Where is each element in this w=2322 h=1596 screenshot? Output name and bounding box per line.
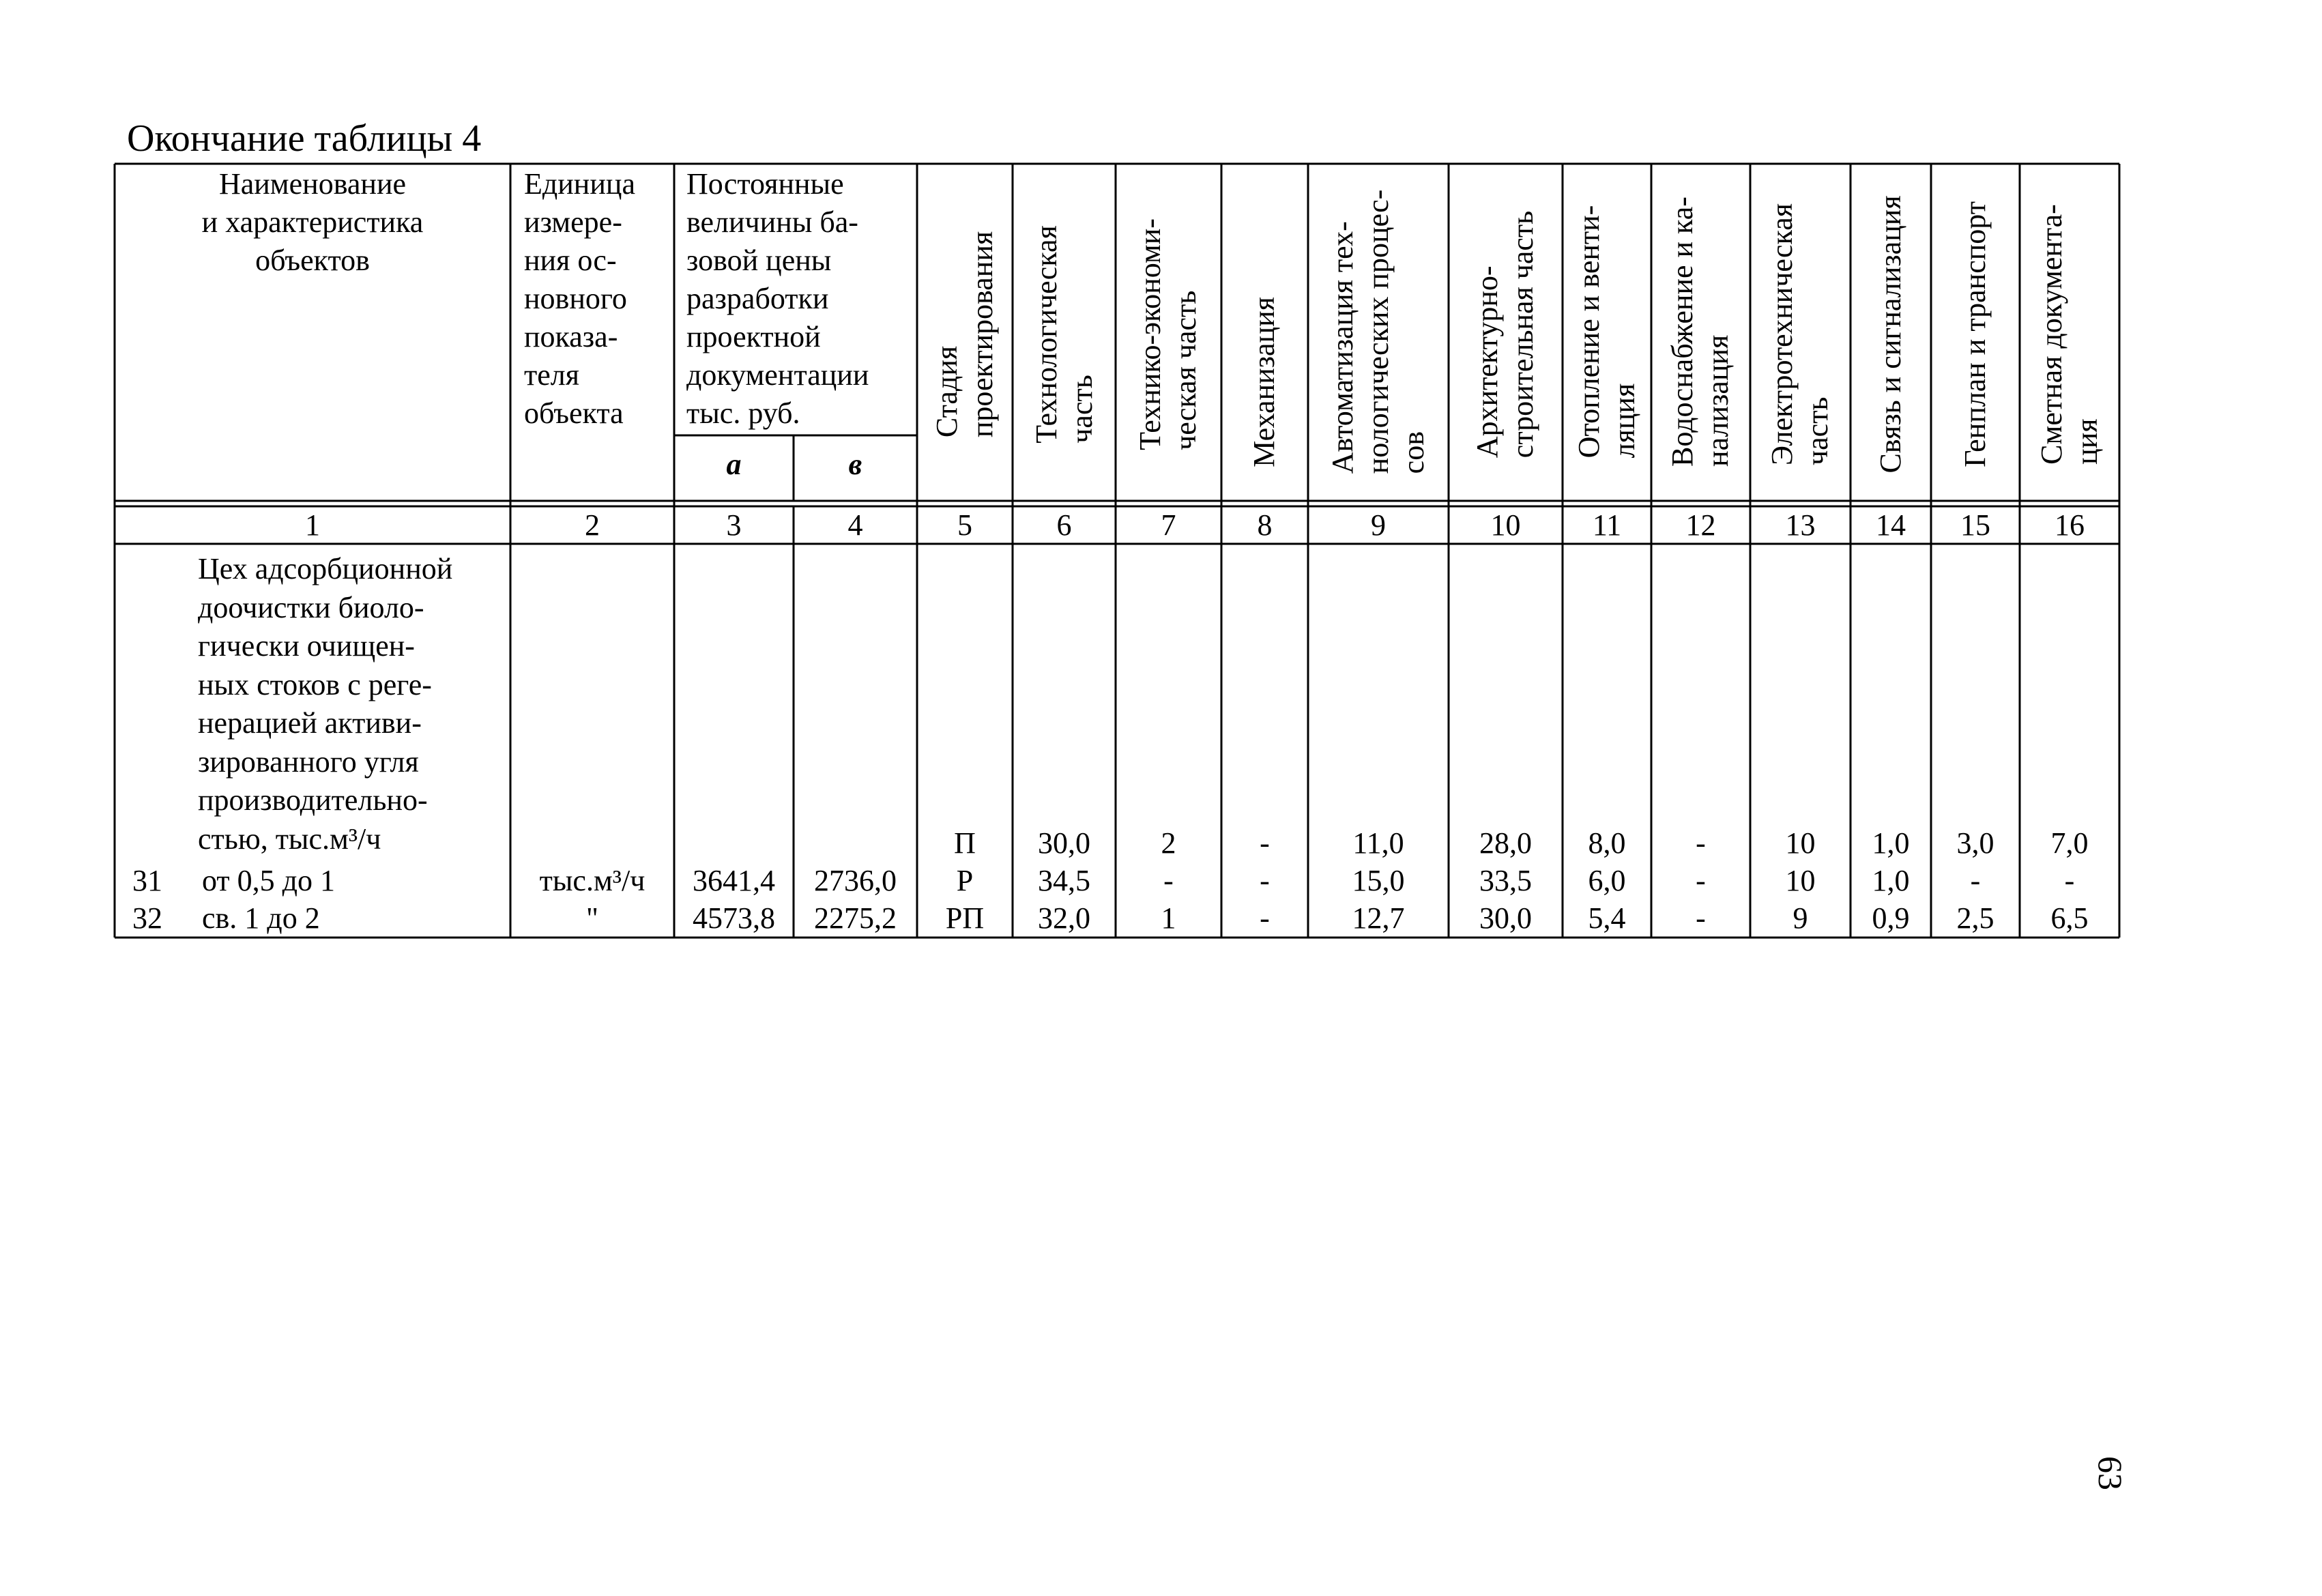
stage-p-cell: 3,0 [1956, 826, 1994, 860]
row-32-cell: 2,5 [1956, 901, 1994, 935]
col-number: 13 [1785, 508, 1816, 542]
header-architectural: Архитектурно- строительная часть [1470, 210, 1539, 459]
header-sub-v: в [848, 448, 862, 481]
row-31-cell: 15,0 [1352, 864, 1405, 897]
header-water-supply: Водоснабжение и ка- нализация [1666, 197, 1735, 467]
row-32-cell: 30,0 [1479, 901, 1532, 935]
col-number: 6 [1056, 508, 1072, 542]
row-32-number: 32 [132, 901, 162, 935]
row-31-cell: - [1696, 864, 1706, 897]
row-32-cell: 6,5 [2050, 901, 2089, 935]
stage-p-cell: - [1696, 826, 1706, 860]
row-31-cell: 10 [1785, 864, 1816, 897]
row-32-cell: - [1260, 901, 1270, 935]
row-32-cell: 9 [1793, 901, 1808, 935]
stage-p-cell: 30,0 [1038, 826, 1090, 860]
col-number: 8 [1257, 508, 1273, 542]
header-name: Наименование и характеристика объектов [201, 167, 424, 277]
stage-p-cell: 2 [1161, 826, 1176, 860]
col-number: 16 [2055, 508, 2085, 542]
stage-p-cell: П [954, 826, 976, 860]
stage-p-cell: 8,0 [1588, 826, 1626, 860]
stage-p-cell: 28,0 [1479, 826, 1532, 860]
row-32-cell: 5,4 [1588, 901, 1626, 935]
row-31-cell: - [1260, 864, 1270, 897]
row-31-cell: 6,0 [1588, 864, 1626, 897]
col-number: 11 [1592, 508, 1622, 542]
header-base-price: Постоянные величины ба- зовой цены разработки проектной документации тыс. руб. [686, 167, 869, 430]
col-number: 3 [726, 508, 742, 542]
col-number: 4 [847, 508, 863, 542]
row-31-cell: 1,0 [1872, 864, 1910, 897]
row-32-cell: 32,0 [1038, 901, 1090, 935]
row-32-name: св. 1 до 2 [202, 901, 320, 935]
row-31-cell: 34,5 [1038, 864, 1090, 897]
col-number: 10 [1490, 508, 1521, 542]
header-mechanization: Механизация [1247, 297, 1281, 467]
row-31-cell: - [1970, 864, 1981, 897]
col-number: 7 [1161, 508, 1176, 542]
stage-p-cell: 11,0 [1352, 826, 1404, 860]
header-electrical: Электротехническая часть [1765, 203, 1834, 465]
stage-p-cell: - [1260, 826, 1270, 860]
row-31-cell: - [2064, 864, 2075, 897]
col-number: 12 [1685, 508, 1716, 542]
header-stage: Стадия проектирования [930, 231, 999, 438]
page-number: 63 [2091, 1456, 2130, 1490]
row-31-cell: Р [956, 864, 974, 897]
object-description: Цех адсорбционной доочистки биоло- гически очищен- ных стоков с реге- нерацией активи- зированного угля производительно- стью, тыс.м³/ч [198, 552, 453, 856]
col-number: 1 [305, 508, 320, 542]
row-32-cell: 12,7 [1352, 901, 1405, 935]
header-automation: Автоматизация тех- нологических процес- сов [1326, 189, 1430, 474]
header-unit: Единица измере- ния ос- новного показа- теля объекта [524, 167, 635, 430]
header-sub-a: а [726, 448, 742, 481]
col-number: 14 [1876, 508, 1906, 542]
table-caption: Окончание таблицы 4 [127, 117, 482, 160]
col-number: 2 [585, 508, 600, 542]
row-31-v: 2736,0 [814, 864, 897, 897]
col-number: 5 [957, 508, 972, 542]
stage-p-cell: 10 [1785, 826, 1816, 860]
row-31-a: 3641,4 [693, 864, 775, 897]
header-technological: Технологическая часть [1030, 225, 1099, 444]
stage-p-cell: 1,0 [1872, 826, 1910, 860]
row-32-a: 4573,8 [693, 901, 775, 935]
row-31-cell: - [1163, 864, 1174, 897]
row-32-cell: 0,9 [1872, 901, 1910, 935]
header-general-plan: Генплан и транспорт [1958, 201, 1992, 467]
col-number: 15 [1960, 508, 1990, 542]
header-estimate: Сметная документа- ция [2035, 204, 2104, 465]
row-31-unit: тыс.м³/ч [539, 864, 645, 897]
col-number: 9 [1371, 508, 1386, 542]
row-32-v: 2275,2 [814, 901, 897, 935]
row-31-number: 31 [132, 864, 162, 897]
row-32-unit: " [586, 901, 598, 935]
row-32-cell: - [1696, 901, 1706, 935]
header-communication: Связь и сигнализация [1874, 195, 1907, 474]
row-31-name: от 0,5 до 1 [202, 864, 336, 897]
row-31-cell: 33,5 [1479, 864, 1532, 897]
row-32-cell: РП [945, 901, 985, 935]
stage-p-cell: 7,0 [2050, 826, 2089, 860]
row-32-cell: 1 [1161, 901, 1176, 935]
header-tech-economic: Технико-экономи- ческая часть [1133, 218, 1202, 450]
header-heating: Отопление и венти- ляция [1572, 205, 1641, 459]
